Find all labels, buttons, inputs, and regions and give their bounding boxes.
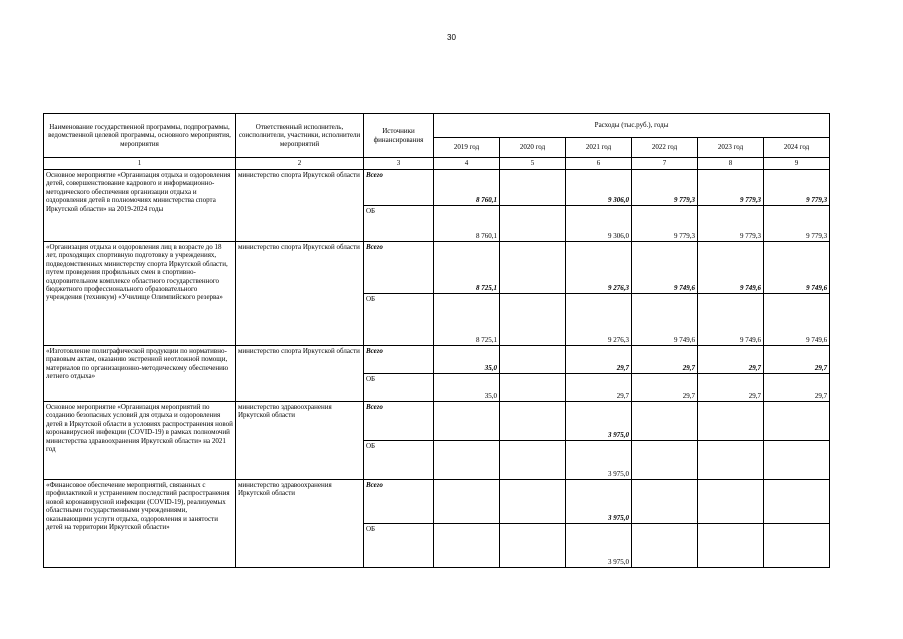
- row-responsible: министерство здравоохранения Иркутской области: [236, 480, 364, 568]
- ob-value: 29,7: [566, 374, 632, 402]
- header-responsible: Ответственный исполнитель, соисполнители, участники, исполнители мероприятий: [236, 114, 364, 158]
- column-numbers-row: [44, 158, 830, 170]
- ob-value: [500, 441, 566, 480]
- column-number: 9: [764, 158, 830, 170]
- column-number: 7: [632, 158, 698, 170]
- column-number: 8: [698, 158, 764, 170]
- total-value: 3 975,0: [566, 402, 632, 441]
- row-name: Основное мероприятие «Организация отдыха и оздоровления детей, совершенствование кадрового и информационно-методического обеспечения организации отдыха и оздоровления детей в полномочиях министерства спорта Иркутской области» на 2019-2024 годы: [44, 170, 236, 242]
- total-value: 9 779,3: [698, 170, 764, 206]
- total-value: 9 749,6: [698, 242, 764, 294]
- header-year: 2019 год: [434, 138, 500, 158]
- ob-value: 9 749,6: [698, 294, 764, 346]
- table-row: [44, 170, 830, 206]
- ob-value: [434, 524, 500, 568]
- source-ob-label: ОБ: [364, 294, 434, 346]
- total-value: 9 276,3: [566, 242, 632, 294]
- source-total-label: Всего: [364, 242, 434, 294]
- column-number: 2: [236, 158, 364, 170]
- total-value: 9 779,3: [764, 170, 830, 206]
- ob-value: 9 749,6: [632, 294, 698, 346]
- total-value: 8 760,1: [434, 170, 500, 206]
- table-row: [44, 242, 830, 294]
- total-value: [632, 402, 698, 441]
- total-value: [500, 170, 566, 206]
- ob-value: [500, 374, 566, 402]
- ob-value: 9 306,0: [566, 206, 632, 242]
- row-name: «Изготовление полиграфической продукции по нормативно-правовым актам, оказанию экстренной неотложной помощи, материалов по организационно-методическому обеспечению летнего отдыха»: [44, 346, 236, 402]
- ob-value: [632, 441, 698, 480]
- page-number: 30: [447, 33, 456, 42]
- column-number: 4: [434, 158, 500, 170]
- total-value: [500, 402, 566, 441]
- source-ob-label: ОБ: [364, 374, 434, 402]
- total-value: 29,7: [698, 346, 764, 374]
- ob-value: [500, 206, 566, 242]
- ob-value: 29,7: [764, 374, 830, 402]
- row-responsible: министерство спорта Иркутской области: [236, 346, 364, 402]
- ob-value: 29,7: [698, 374, 764, 402]
- header-year: 2023 год: [698, 138, 764, 158]
- ob-value: 9 749,6: [764, 294, 830, 346]
- total-value: 9 749,6: [632, 242, 698, 294]
- header-year: 2021 год: [566, 138, 632, 158]
- total-value: 9 306,0: [566, 170, 632, 206]
- total-value: 35,0: [434, 346, 500, 374]
- total-value: [434, 402, 500, 441]
- total-value: [698, 480, 764, 524]
- ob-value: 9 779,3: [698, 206, 764, 242]
- row-responsible: министерство здравоохранения Иркутской области: [236, 402, 364, 480]
- budget-table: [43, 113, 830, 568]
- total-value: [434, 480, 500, 524]
- total-value: 9 749,6: [764, 242, 830, 294]
- ob-value: 29,7: [632, 374, 698, 402]
- ob-value: [698, 441, 764, 480]
- source-total-label: Всего: [364, 402, 434, 441]
- total-value: 29,7: [764, 346, 830, 374]
- source-ob-label: ОБ: [364, 441, 434, 480]
- total-value: [500, 480, 566, 524]
- total-value: [764, 480, 830, 524]
- header-year: 2022 год: [632, 138, 698, 158]
- column-number: 6: [566, 158, 632, 170]
- source-total-label: Всего: [364, 346, 434, 374]
- total-value: [632, 480, 698, 524]
- row-responsible: министерство спорта Иркутской области: [236, 242, 364, 346]
- row-responsible: министерство спорта Иркутской области: [236, 170, 364, 242]
- column-number: 5: [500, 158, 566, 170]
- source-total-label: Всего: [364, 480, 434, 524]
- row-name: «Организация отдыха и оздоровления лиц в возрасте до 18 лет, проходящих спортивную подготовку в учреждениях, подведомственных министерству спорта Иркутской области, путем проведения профильных смен в спортивно-оздоровительном комплексе областного государственного бюджетного профессионального образовательного учреждения (техникум) «Училище Олимпийского резерва»: [44, 242, 236, 346]
- ob-value: [434, 441, 500, 480]
- source-ob-label: ОБ: [364, 206, 434, 242]
- ob-value: 9 276,3: [566, 294, 632, 346]
- total-value: 9 779,3: [632, 170, 698, 206]
- source-ob-label: ОБ: [364, 524, 434, 568]
- ob-value: 9 779,3: [632, 206, 698, 242]
- column-number: 1: [44, 158, 236, 170]
- ob-value: 3 975,0: [566, 441, 632, 480]
- ob-value: [500, 294, 566, 346]
- column-number: 3: [364, 158, 434, 170]
- total-value: [764, 402, 830, 441]
- row-name: «Финансовое обеспечение мероприятий, связанных с профилактикой и устранением последствий распространения новой коронавирусной инфекции (COVID-19), реализуемых областными государственными учреждениями, оказывающими услуги отдыха, оздоровления и занятости детей на территории Иркутской области»: [44, 480, 236, 568]
- total-value: [500, 242, 566, 294]
- total-value: 29,7: [566, 346, 632, 374]
- ob-value: 9 779,3: [764, 206, 830, 242]
- row-name: Основное мероприятие «Организация мероприятий по созданию безопасных условий для отдыха и оздоровления детей в Иркутской области в условиях распространения новой коронавирусной инфекции (COVID-19) в рамках полномочий министерства здравоохранения Иркутской области» на 2021 год: [44, 402, 236, 480]
- header-name: Наименование государственной программы, подпрограммы, ведомственной целевой программы, основного мероприятия, мероприятия: [44, 114, 236, 158]
- total-value: 8 725,1: [434, 242, 500, 294]
- ob-value: [698, 524, 764, 568]
- ob-value: [632, 524, 698, 568]
- total-value: 3 975,0: [566, 480, 632, 524]
- ob-value: 3 975,0: [566, 524, 632, 568]
- table-row: [44, 480, 830, 524]
- ob-value: [764, 524, 830, 568]
- header-sources: Источники финансирования: [364, 114, 434, 158]
- header-expenses: Расходы (тыс.руб.), годы: [434, 114, 830, 138]
- total-value: [500, 346, 566, 374]
- header-year: 2020 год: [500, 138, 566, 158]
- ob-value: 8 760,1: [434, 206, 500, 242]
- source-total-label: Всего: [364, 170, 434, 206]
- total-value: [698, 402, 764, 441]
- ob-value: 8 725,1: [434, 294, 500, 346]
- ob-value: [764, 441, 830, 480]
- ob-value: [500, 524, 566, 568]
- table-row: [44, 346, 830, 374]
- table-row: [44, 402, 830, 441]
- total-value: 29,7: [632, 346, 698, 374]
- header-year: 2024 год: [764, 138, 830, 158]
- ob-value: 35,0: [434, 374, 500, 402]
